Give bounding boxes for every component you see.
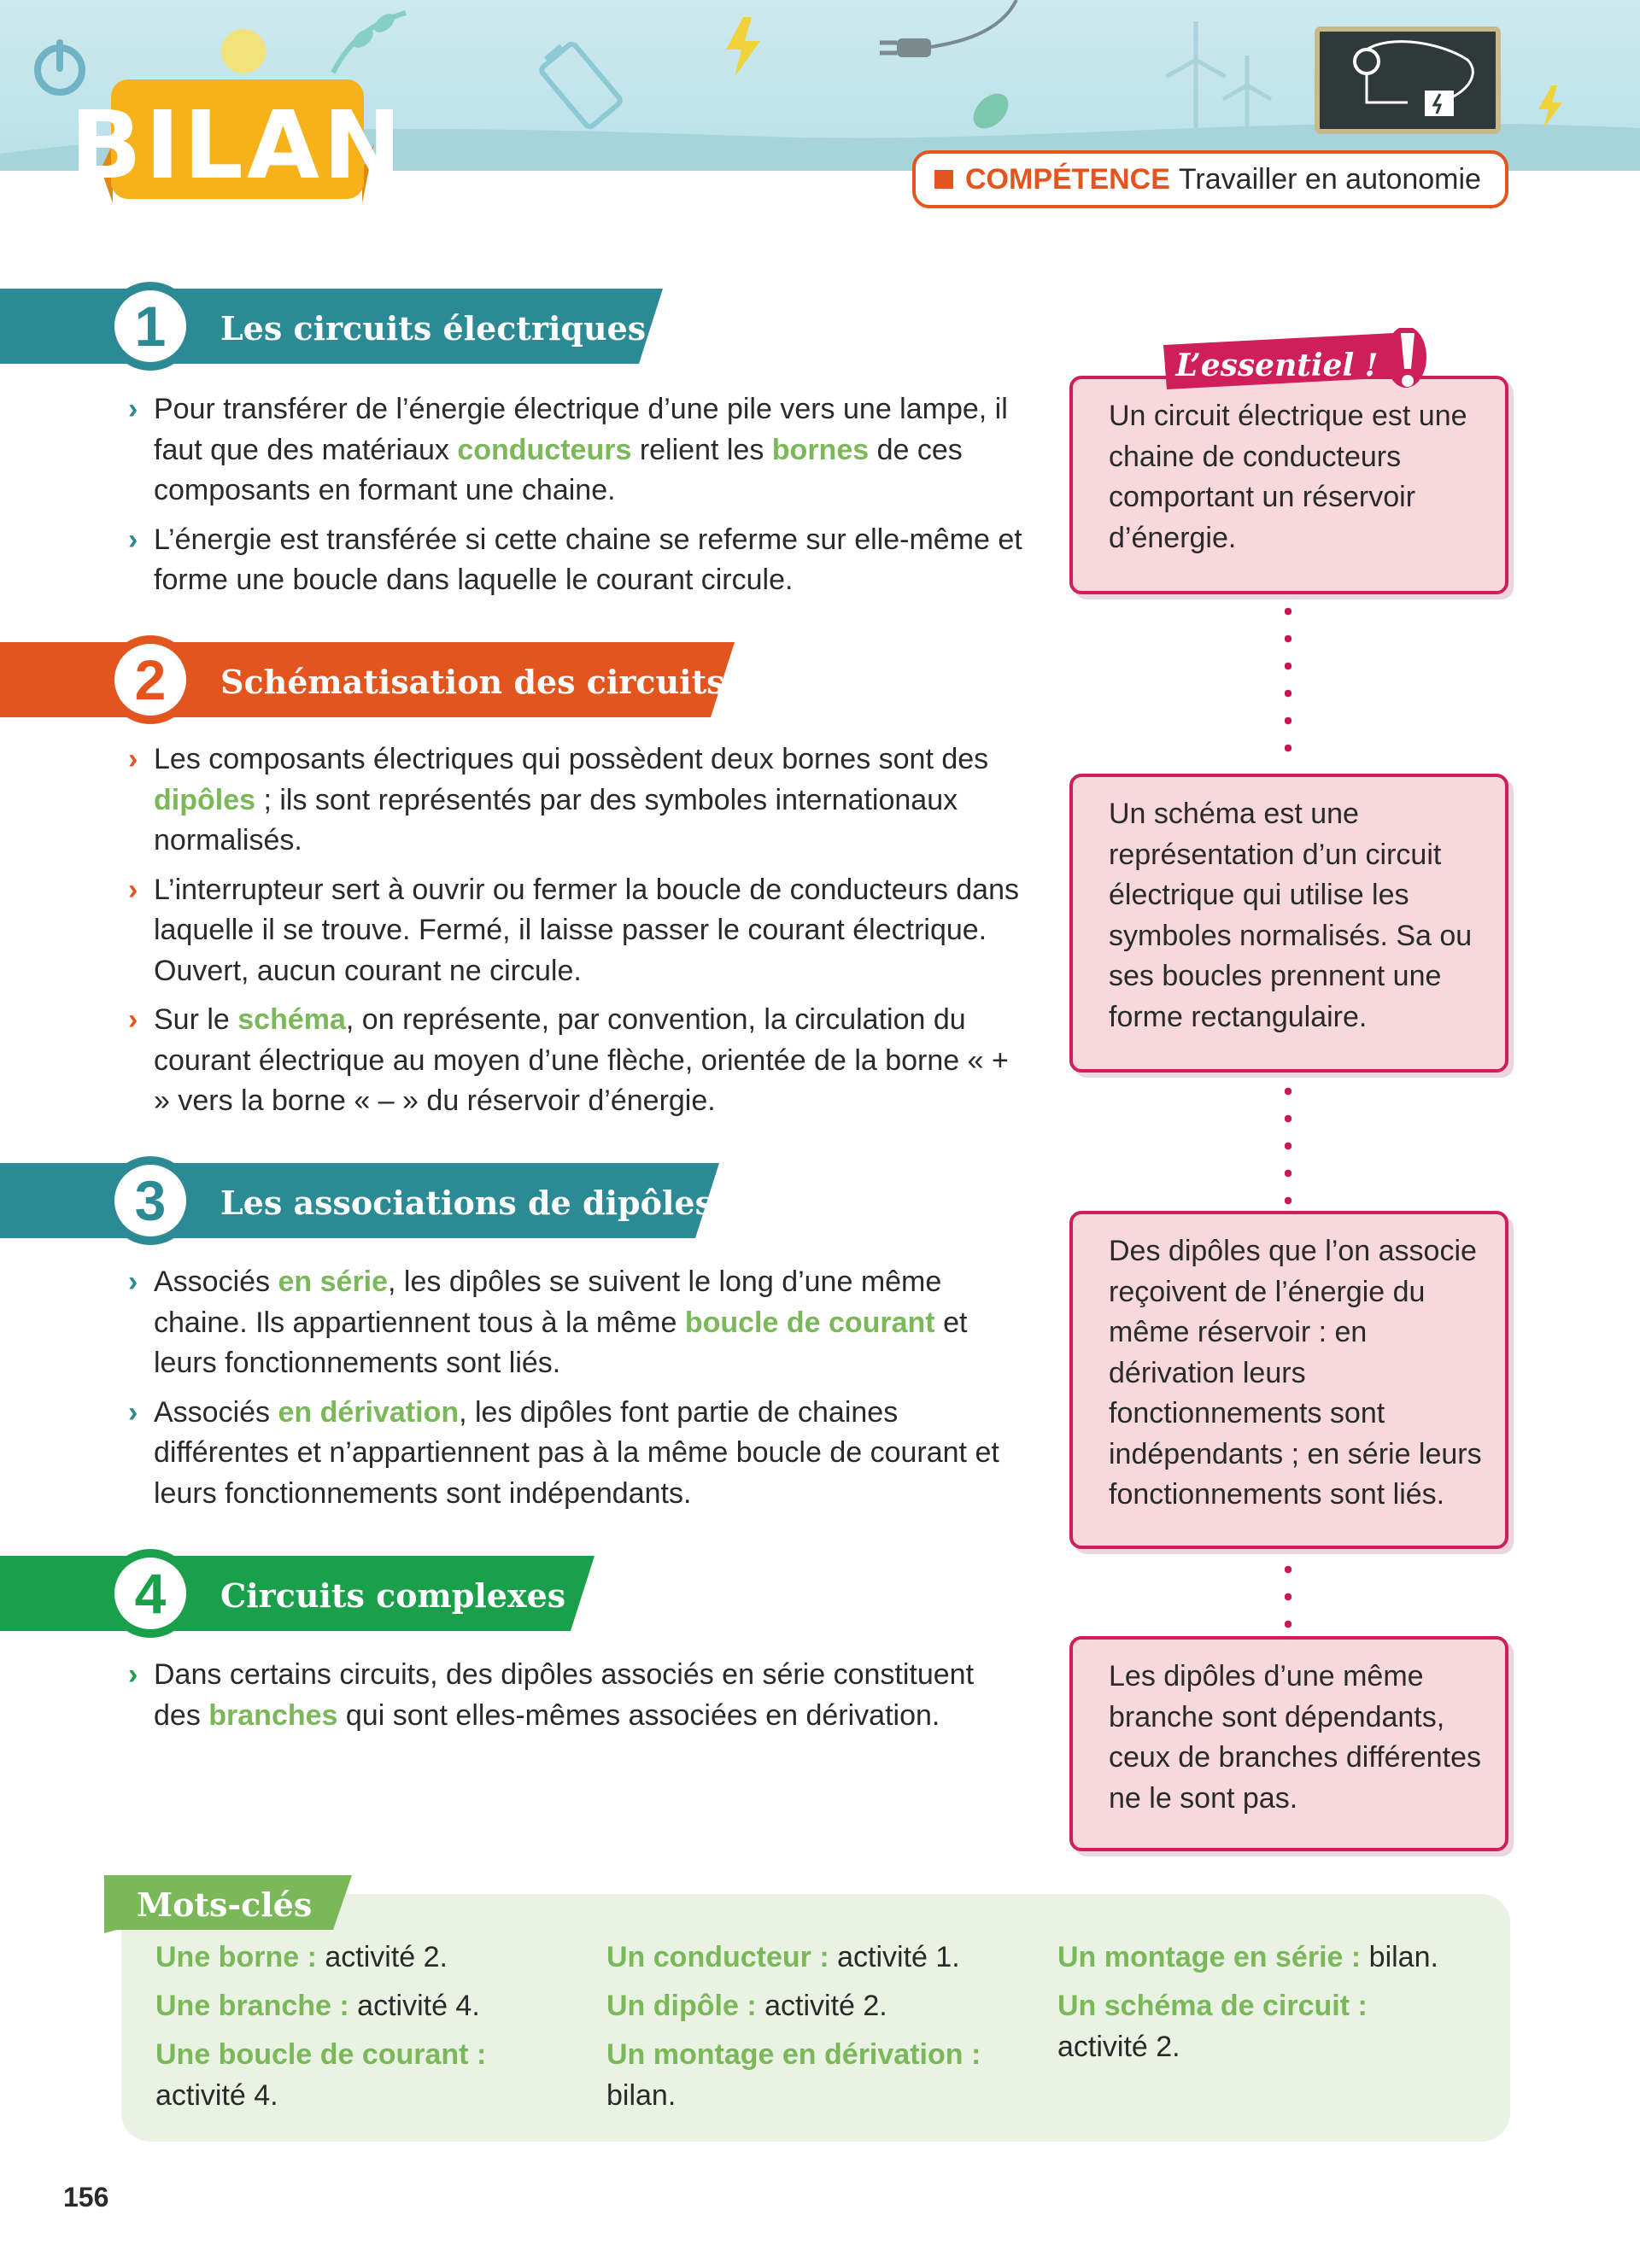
keyword-item: Une branche : activité 4. bbox=[155, 1990, 480, 2022]
keyword-item: Un montage en série : bilan. bbox=[1057, 1941, 1438, 1973]
square-icon bbox=[934, 170, 953, 189]
circuit-board-icon bbox=[1314, 26, 1502, 137]
section-4-title: Circuits complexes bbox=[220, 1576, 566, 1615]
keyword-item: Un conducteur : activité 1. bbox=[606, 1941, 960, 1973]
section-4-number: 4 bbox=[106, 1549, 195, 1638]
section-3-title: Les associations de dipôles bbox=[220, 1184, 713, 1222]
section-1-number: 1 bbox=[106, 282, 195, 371]
keyword-item: Une boucle de courant : activité 4. bbox=[155, 2038, 487, 2112]
lightning-icon bbox=[1533, 85, 1567, 128]
competence-text: Travailler en autonomie bbox=[1178, 162, 1481, 196]
keyword-item: Un montage en dérivation : bilan. bbox=[606, 2038, 981, 2112]
mots-cles-title: Mots-clés bbox=[137, 1885, 313, 1924]
essentiel-box-4: Les dipôles d’une même branche sont dépendants, ceux de branches différentes ne le sont pas. bbox=[1069, 1636, 1508, 1851]
essentiel-label: L’essentiel ! bbox=[1175, 348, 1379, 383]
mots-cles-column-2 bbox=[606, 1937, 1034, 2124]
section-1-text bbox=[128, 389, 1025, 610]
essentiel-box-1: Un circuit électrique est une chaine de conducteurs comportant un réservoir d’énergie. bbox=[1069, 376, 1508, 594]
dotted-connector bbox=[1285, 1078, 1292, 1214]
bullet-item: › Associés en série, les dipôles se suivent le long d’une même chaine. Ils appartiennent tous à la même boucle de courant et leurs fonctionnements sont liés. bbox=[128, 1266, 968, 1379]
competence-label: COMPÉTENCE bbox=[965, 162, 1170, 196]
keyword-item: Un dipôle : activité 2. bbox=[606, 1990, 887, 2022]
section-1-title: Les circuits électriques bbox=[220, 309, 647, 348]
essentiel-box-3: Des dipôles que l’on associe reçoivent de l’énergie du même réservoir : en dérivation leurs fonctionnements sont indépendants ; en série leurs fonctionnements sont liés. bbox=[1069, 1211, 1508, 1549]
mots-cles-column-3 bbox=[1057, 1937, 1485, 2075]
section-2-title: Schématisation des circuits bbox=[220, 663, 725, 701]
bullet-item: › L’interrupteur sert à ouvrir ou fermer la boucle de conducteurs dans laquelle il se trouve. Fermé, il laisse passer le courant électrique. Ouvert, aucun courant ne circule. bbox=[128, 873, 1019, 987]
bullet-item: › Les composants électriques qui possèdent deux bornes sont des dipôles ; ils sont représentés par des symboles internationaux normalisés. bbox=[128, 743, 989, 856]
bullet-item: › Pour transférer de l’énergie électrique d’une pile vers une lampe, il faut que des matériaux conducteurs relient les bornes de ces composants en formant une chaine. bbox=[128, 393, 1008, 506]
competence-badge bbox=[912, 150, 1508, 208]
bullet-item: › Sur le schéma, on représente, par convention, la circulation du courant électrique au moyen d’une flèche, orientée de la borne « + » vers la borne « – » du réservoir d’énergie. bbox=[128, 1003, 1009, 1117]
keyword-item: Une borne : activité 2. bbox=[155, 1941, 448, 1973]
dotted-connector bbox=[1285, 1556, 1292, 1638]
bullet-item: › L’énergie est transférée si cette chaine se referme sur elle-même et forme une boucle dans laquelle le courant circule. bbox=[128, 523, 1022, 596]
leaf-icon bbox=[325, 4, 410, 81]
page-number: 156 bbox=[63, 2182, 109, 2212]
mots-cles-column-1 bbox=[155, 1937, 583, 2124]
plug-icon bbox=[871, 0, 1042, 85]
bullet-item: › Associés en dérivation, les dipôles font partie de chaines différentes et n’appartiennent pas à la même boucle de courant et leurs fonctionnements sont indépendants. bbox=[128, 1395, 999, 1510]
lightning-icon bbox=[718, 17, 769, 77]
section-3-text bbox=[128, 1262, 1025, 1523]
keyword-item: Un schéma de circuit : activité 2. bbox=[1057, 1990, 1368, 2063]
section-2-number: 2 bbox=[106, 635, 195, 724]
wind-turbine-icon bbox=[1162, 17, 1281, 145]
dotted-connector bbox=[1285, 598, 1292, 769]
battery-icon bbox=[538, 38, 624, 132]
bilan-title: BILAN bbox=[69, 91, 406, 200]
essentiel-box-2: Un schéma est une représentation d’un circuit électrique qui utilise les symboles normalisés. Sa ou ses boucles prennent une forme rectangulaire. bbox=[1069, 774, 1508, 1073]
leaf-icon bbox=[965, 85, 1016, 137]
bullet-item: › Dans certains circuits, des dipôles associés en série constituent des branches qui sont elles-mêmes associées en dérivation. bbox=[128, 1658, 975, 1732]
section-3-number: 3 bbox=[106, 1156, 195, 1245]
section-2-text bbox=[128, 739, 1025, 1131]
section-4-text bbox=[128, 1655, 1025, 1745]
